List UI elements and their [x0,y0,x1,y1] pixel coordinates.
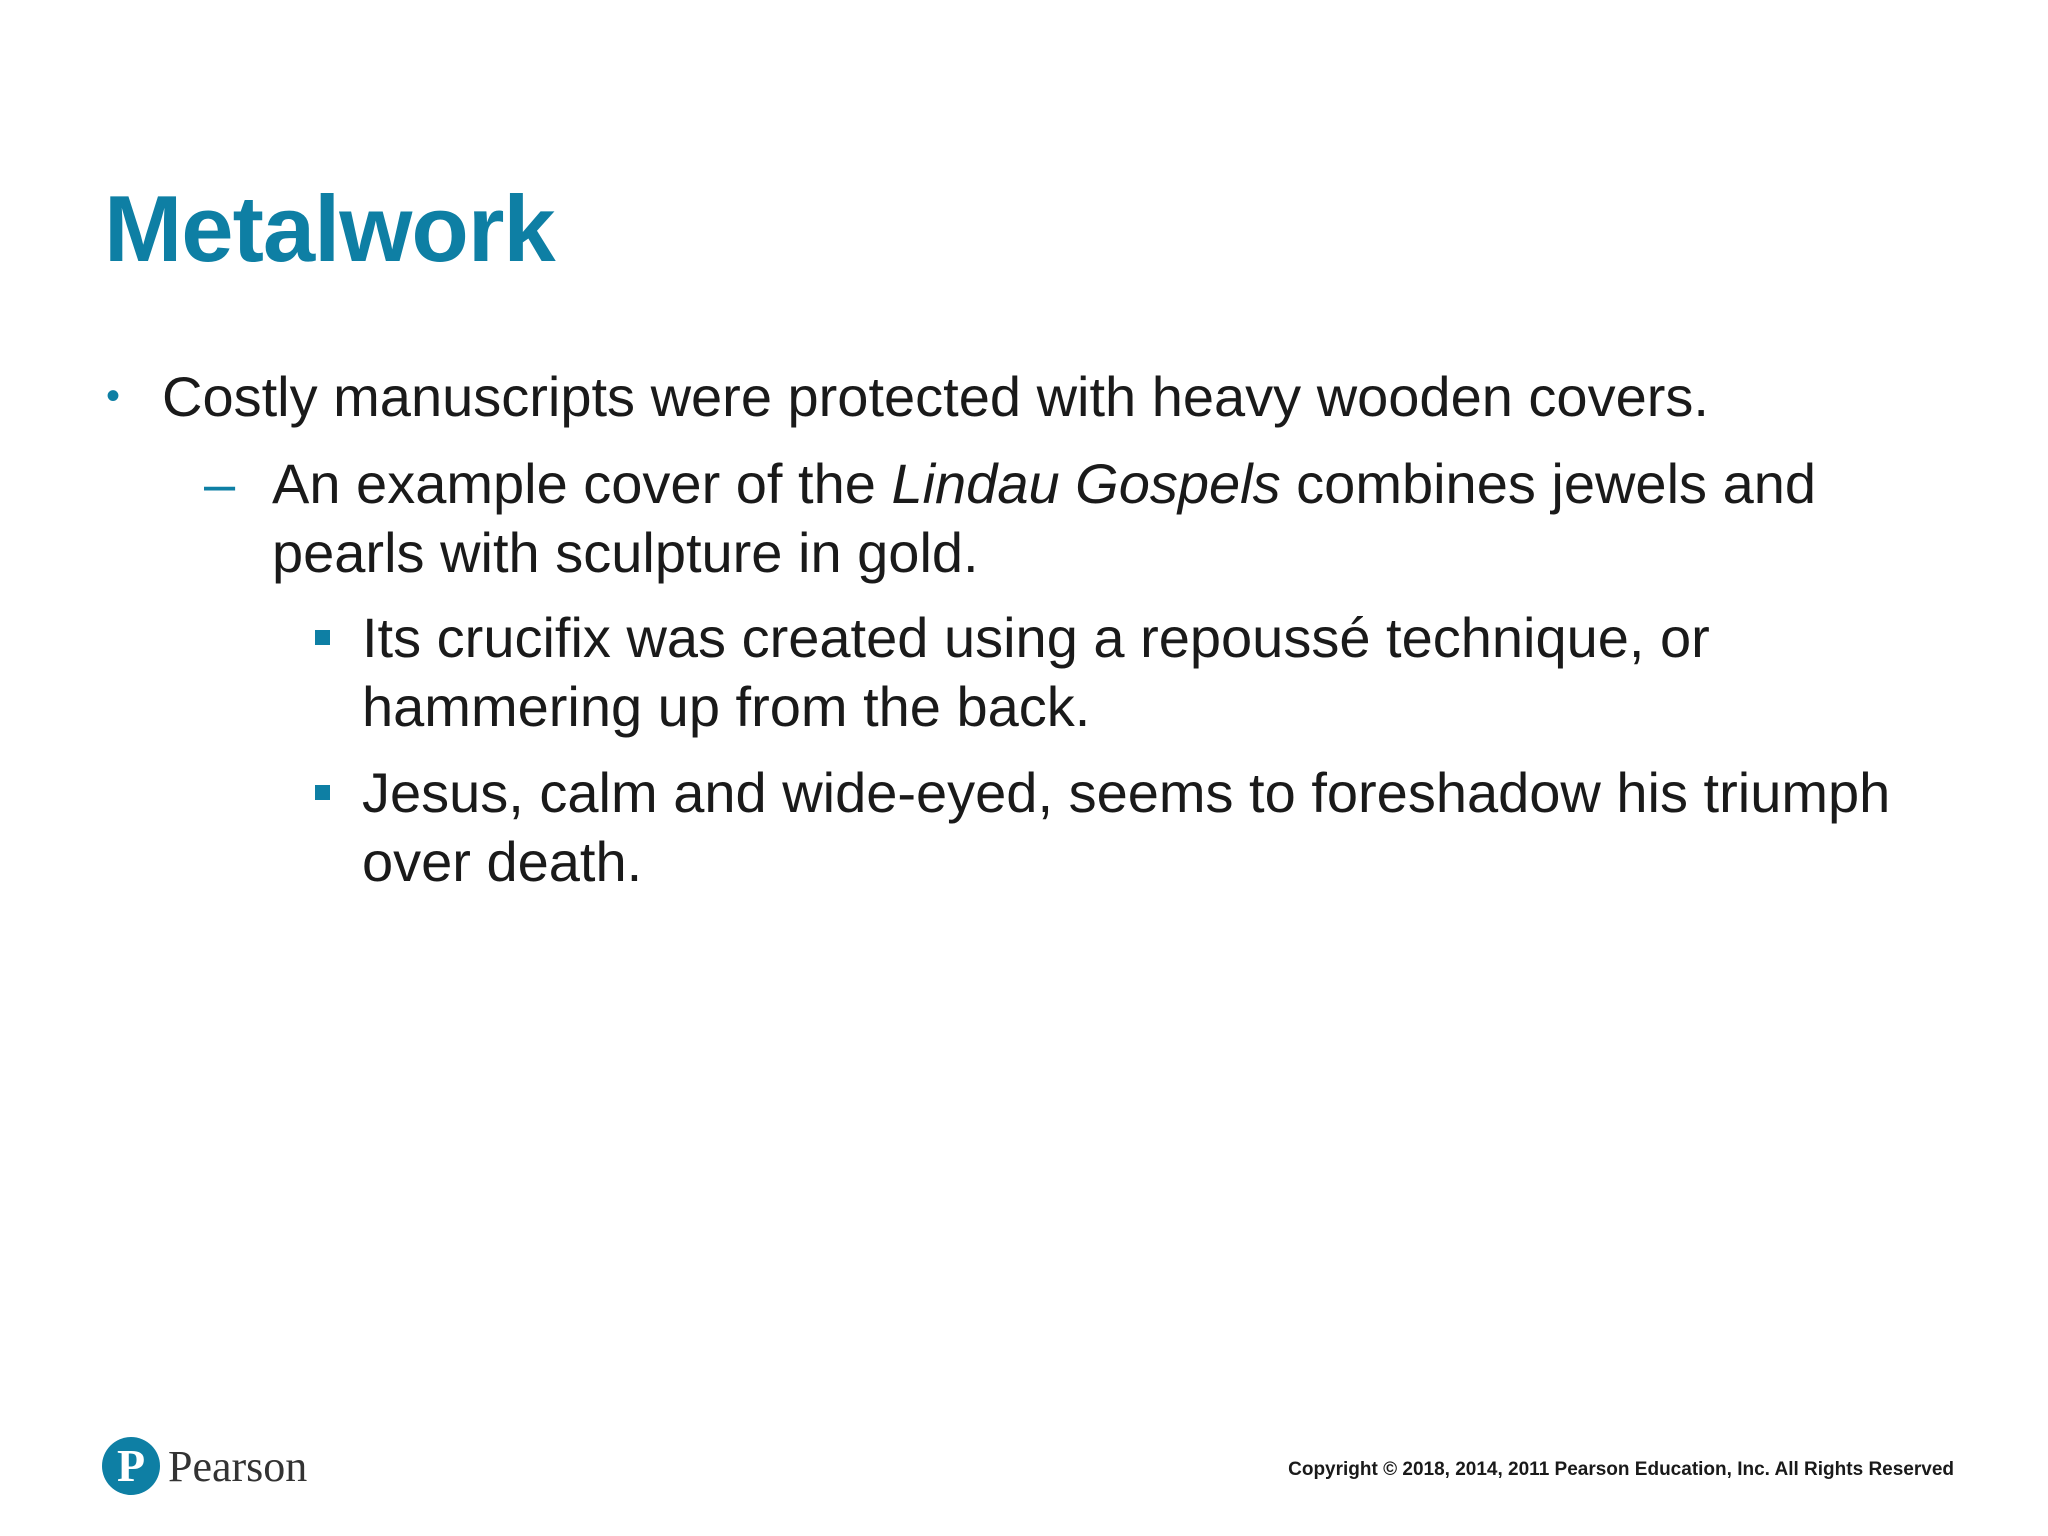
pearson-logo-icon: P [102,1437,160,1495]
bullet-dash-icon: – [204,452,236,515]
bullet-level2 [204,449,1922,587]
pearson-logo-word: Pearson [168,1441,308,1491]
bullet-level1 [106,362,1982,431]
bullet-text-italic: Lindau Gospels [891,452,1281,515]
bullet-text: Costly manuscripts were protected with heavy wooden covers. [162,365,1709,428]
bullet-text-before: An example cover of the [272,452,892,515]
pearson-logo [102,1432,307,1500]
bullet-dot-icon: • [106,374,121,418]
copyright-notice: Copyright © 2018, 2014, 2011 Pearson Education, Inc. All Rights Reserved [1288,1459,1954,1480]
slide-title: Metalwork [104,176,555,281]
bullet-square-icon [315,785,330,800]
bullet-text-after: combines jewels and pearls with sculpture in gold. [272,452,1816,584]
bullet-text: Its crucifix was created using a repoussé technique, or hammering up from the back. [362,606,1710,738]
bullet-square-icon [315,630,330,645]
bullet-level3 [362,758,1982,896]
bullet-text: Jesus, calm and wide-eyed, seems to foreshadow his triumph over death. [362,761,1891,893]
bullet-level3 [362,603,1982,741]
